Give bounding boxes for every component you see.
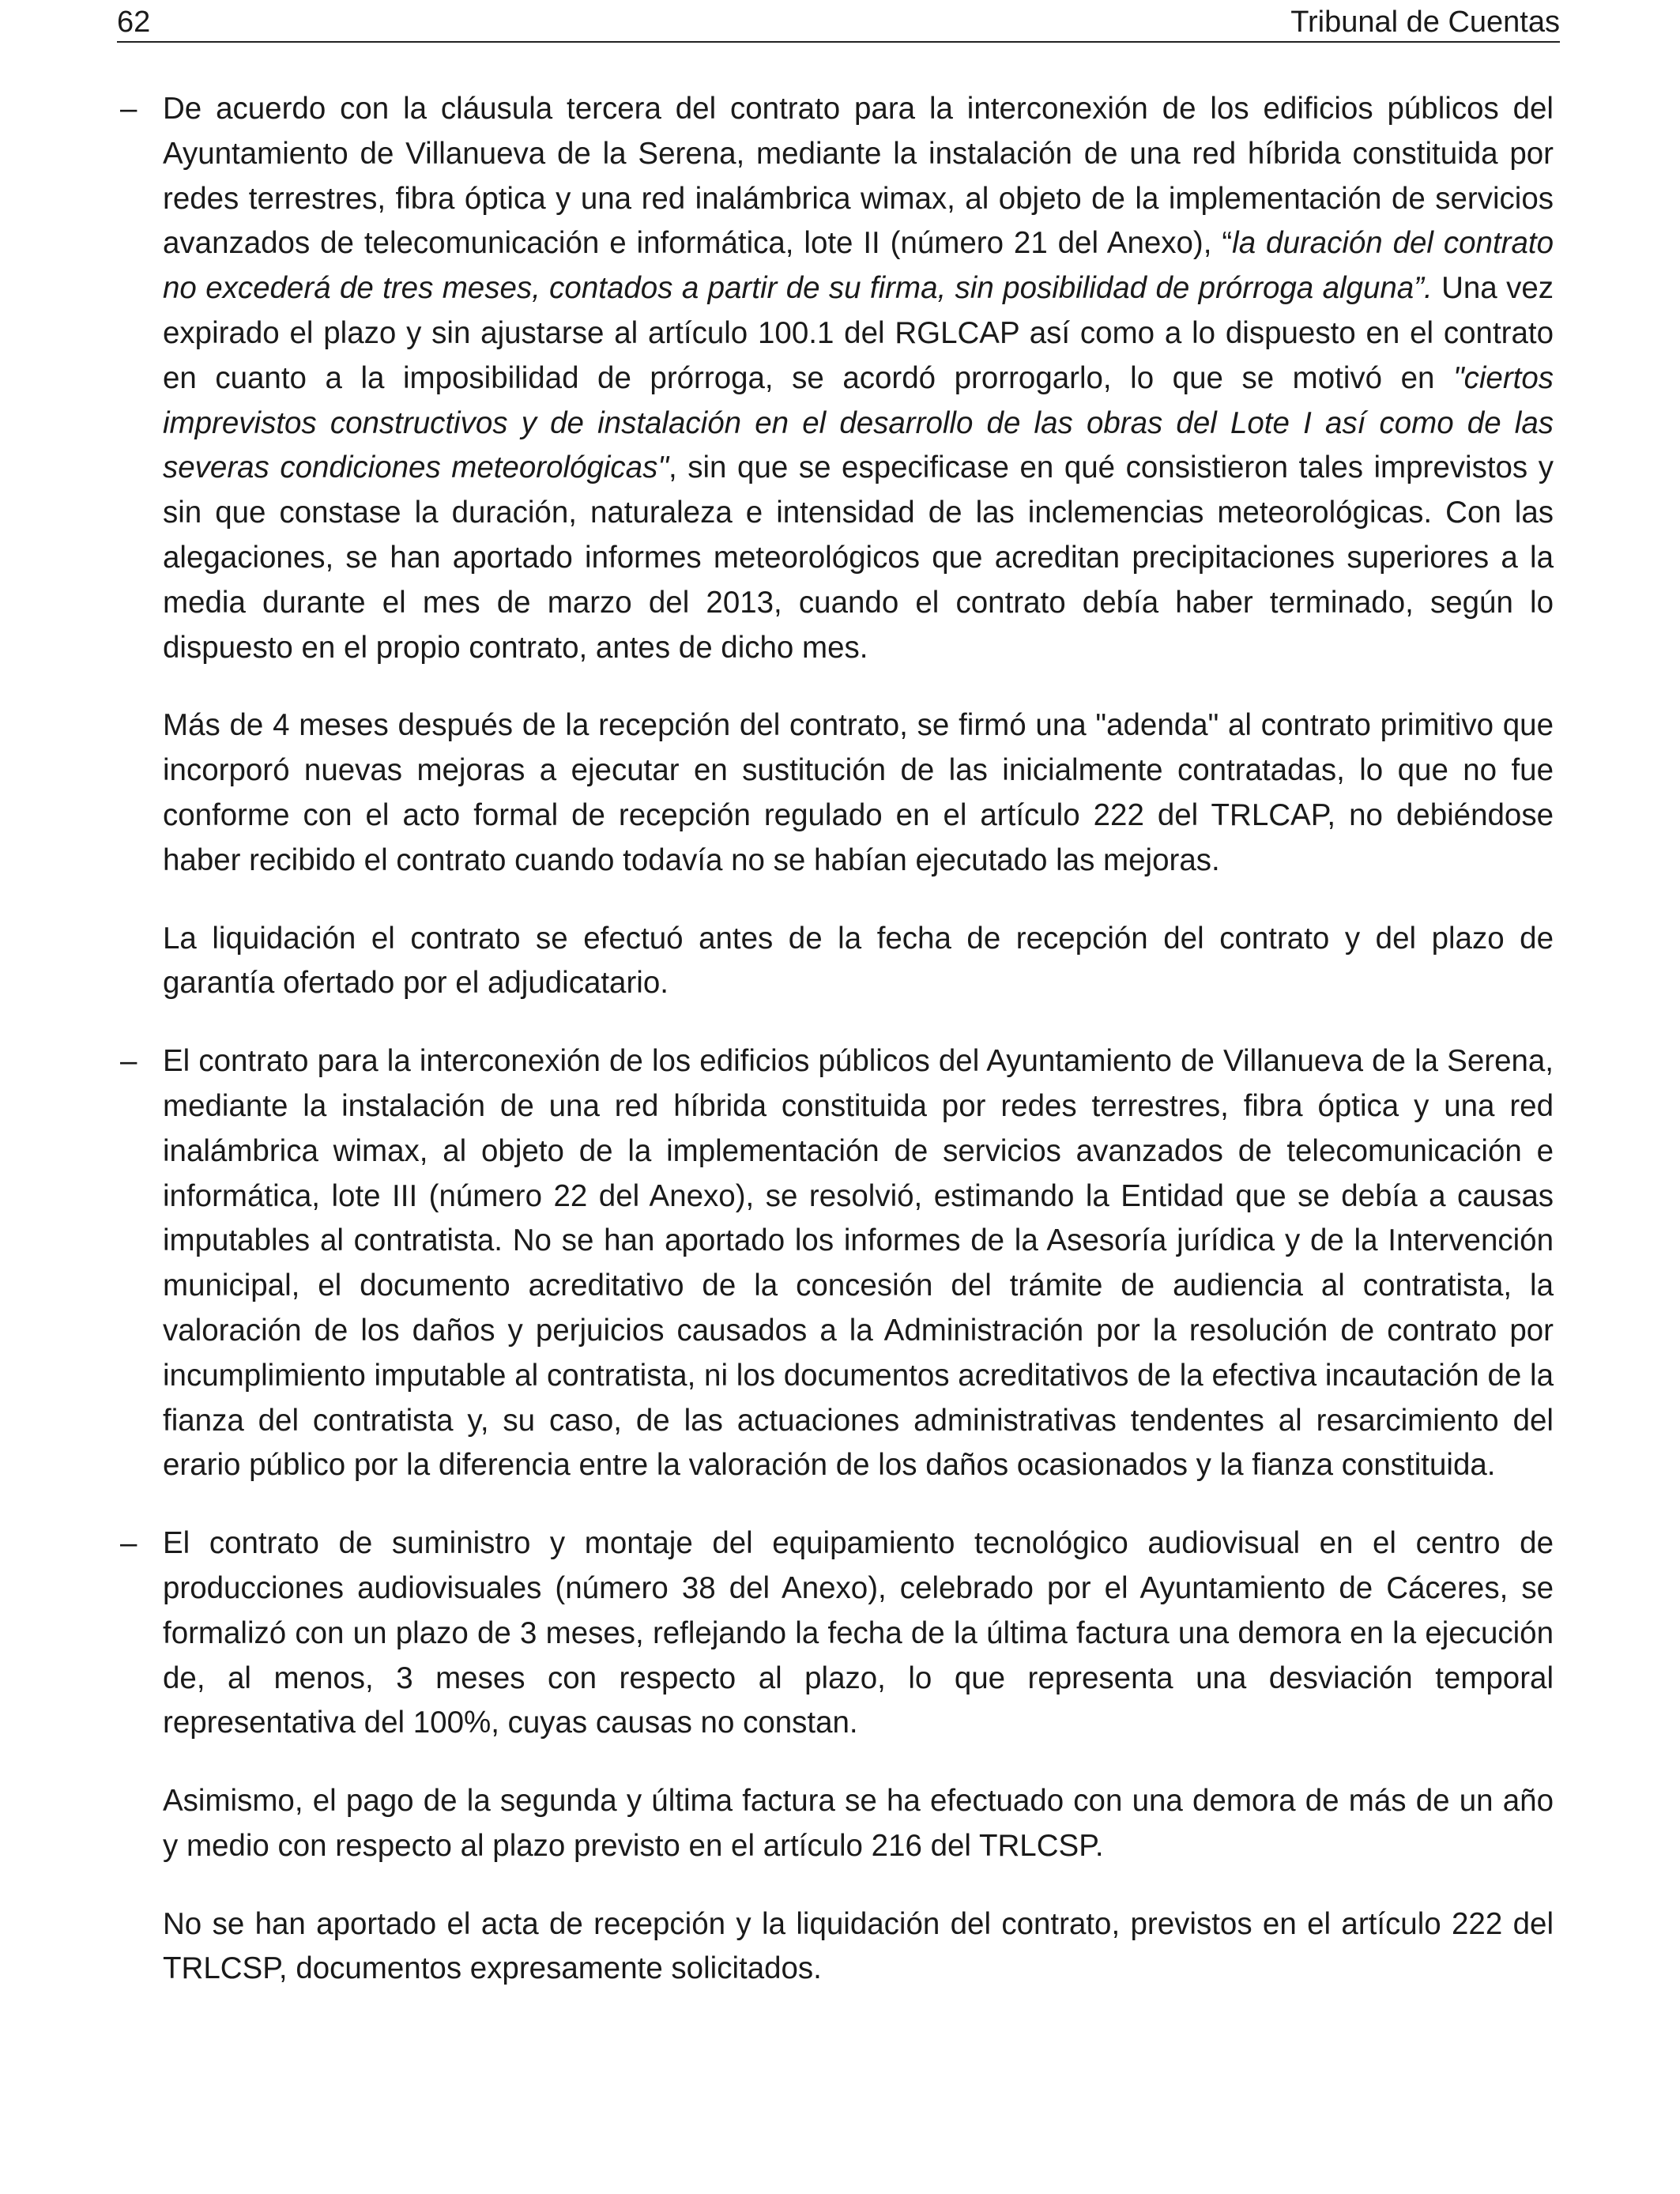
quoted-motivation: "ciertos imprevistos constructivos y de instalación en el desarrollo de las obras del Lote I así como de las severas condiciones meteorológicas" [163, 360, 1554, 485]
text-run: Una vez expirado el plazo y sin ajustarse al artículo 100.1 del RGLCAP así como a lo dispuesto en el contrato en cuanto a la imposibilidad de prórroga, se acordó prorrogarlo, lo que se motivó en [163, 271, 1554, 395]
text-run: , sin que se especificase en qué consistieron tales imprevistos y sin que constase la duración, naturaleza e intensidad de las inclemencias meteorológicas. Con las alegaciones, se han aportado informes meteorológicos que acreditan precipitaciones superiores a la media durante el mes de marzo del 2013, cuando el contrato debía haber terminado, según lo dispuesto en el propio contrato, antes de dicho mes. [163, 450, 1554, 665]
bullet-paragraph-caceres [120, 1521, 1554, 1746]
bullet-dash: – [120, 92, 137, 126]
bullet-dash: – [120, 1044, 137, 1079]
text-run: El contrato de suministro y montaje del equipamiento tecnológico audiovisual en el centro de producciones audiovisuales (número 38 del Anexo), celebrado por el Ayuntamiento de Cáceres, se formalizó con un plazo de 3 meses, reflejando la fecha de la última factura una demora en la ejecución de, al menos, 3 meses con respecto al plazo, lo que representa una desviación temporal representativa del 100%, cuyas causas no constan. [163, 1526, 1554, 1740]
page-number: 62 [117, 6, 151, 39]
quoted-clause: la duración del contrato no excederá de tres meses, contados a partir de su firma, sin posibilidad de prórroga alguna”. [163, 226, 1554, 306]
text-run: El contrato para la interconexión de los edificios públicos del Ayuntamiento de Villanueva de la Serena, mediante la instalación de una red híbrida constituida por redes terrestres, fibra óptica y una red inalámbrica wimax, al objeto de la implementación de servicios avanzados de telecomunicación e informática, lote III (número 22 del Anexo), se resolvió, estimando la Entidad que se debía a causas imputables al contratista. No se han aportado los informes de la Asesoría jurídica y de la Intervención municipal, el documento acreditativo de la concesión del trámite de audiencia al contratista, la valoración de los daños y perjuicios causados a la Administración por la resolución de contrato por incumplimiento imputable al contratista, ni los documentos acreditativos de la efectiva incautación de la fianza del contratista y, su caso, de las actuaciones administrativas tendentes al resarcimiento del erario público por la diferencia entre la valoración de los daños ocasionados y la fianza constituida. [163, 1044, 1554, 1483]
bullet-paragraph-lote-iii [120, 1039, 1554, 1488]
paragraph-adenda: Más de 4 meses después de la recepción del contrato, se firmó una "adenda" al contrato primitivo que incorporó nuevas mejoras a ejecutar en sustitución de las inicialmente contratadas, lo que no fue conforme con el acto formal de recepción regulado en el artículo 222 del TRLCAP, no debiéndose haber recibido el contrato cuando todavía no se habían ejecutado las mejoras. [163, 708, 1554, 877]
paragraph-acta-recepcion: No se han aportado el acta de recepción y la liquidación del contrato, previstos en el artículo 222 del TRLCSP, documentos expresamente solicitados. [163, 1906, 1554, 1986]
bullet-paragraph-lote-ii [120, 87, 1554, 670]
paragraph-liquidacion: La liquidación el contrato se efectuó antes de la fecha de recepción del contrato y del plazo de garantía ofertado por el adjudicatario. [163, 921, 1554, 1001]
paragraph-pago-factura: Asimismo, el pago de la segunda y última factura se ha efectuado con una demora de más de un año y medio con respecto al plazo previsto en el artículo 216 del TRLCSP. [163, 1784, 1554, 1863]
bullet-dash: – [120, 1526, 137, 1561]
running-title: Tribunal de Cuentas [1290, 6, 1560, 39]
page-header [117, 3, 1560, 43]
text-run: De acuerdo con la cláusula tercera del contrato para la interconexión de los edificios públicos del Ayuntamiento de Villanueva de la Serena, mediante la instalación de una red híbrida constituida por redes terrestres, fibra óptica y una red inalámbrica wimax, al objeto de la implementación de servicios avanzados de telecomunicación e informática, lote II (número 21 del Anexo), “ [163, 92, 1554, 261]
document-body [120, 87, 1554, 1992]
